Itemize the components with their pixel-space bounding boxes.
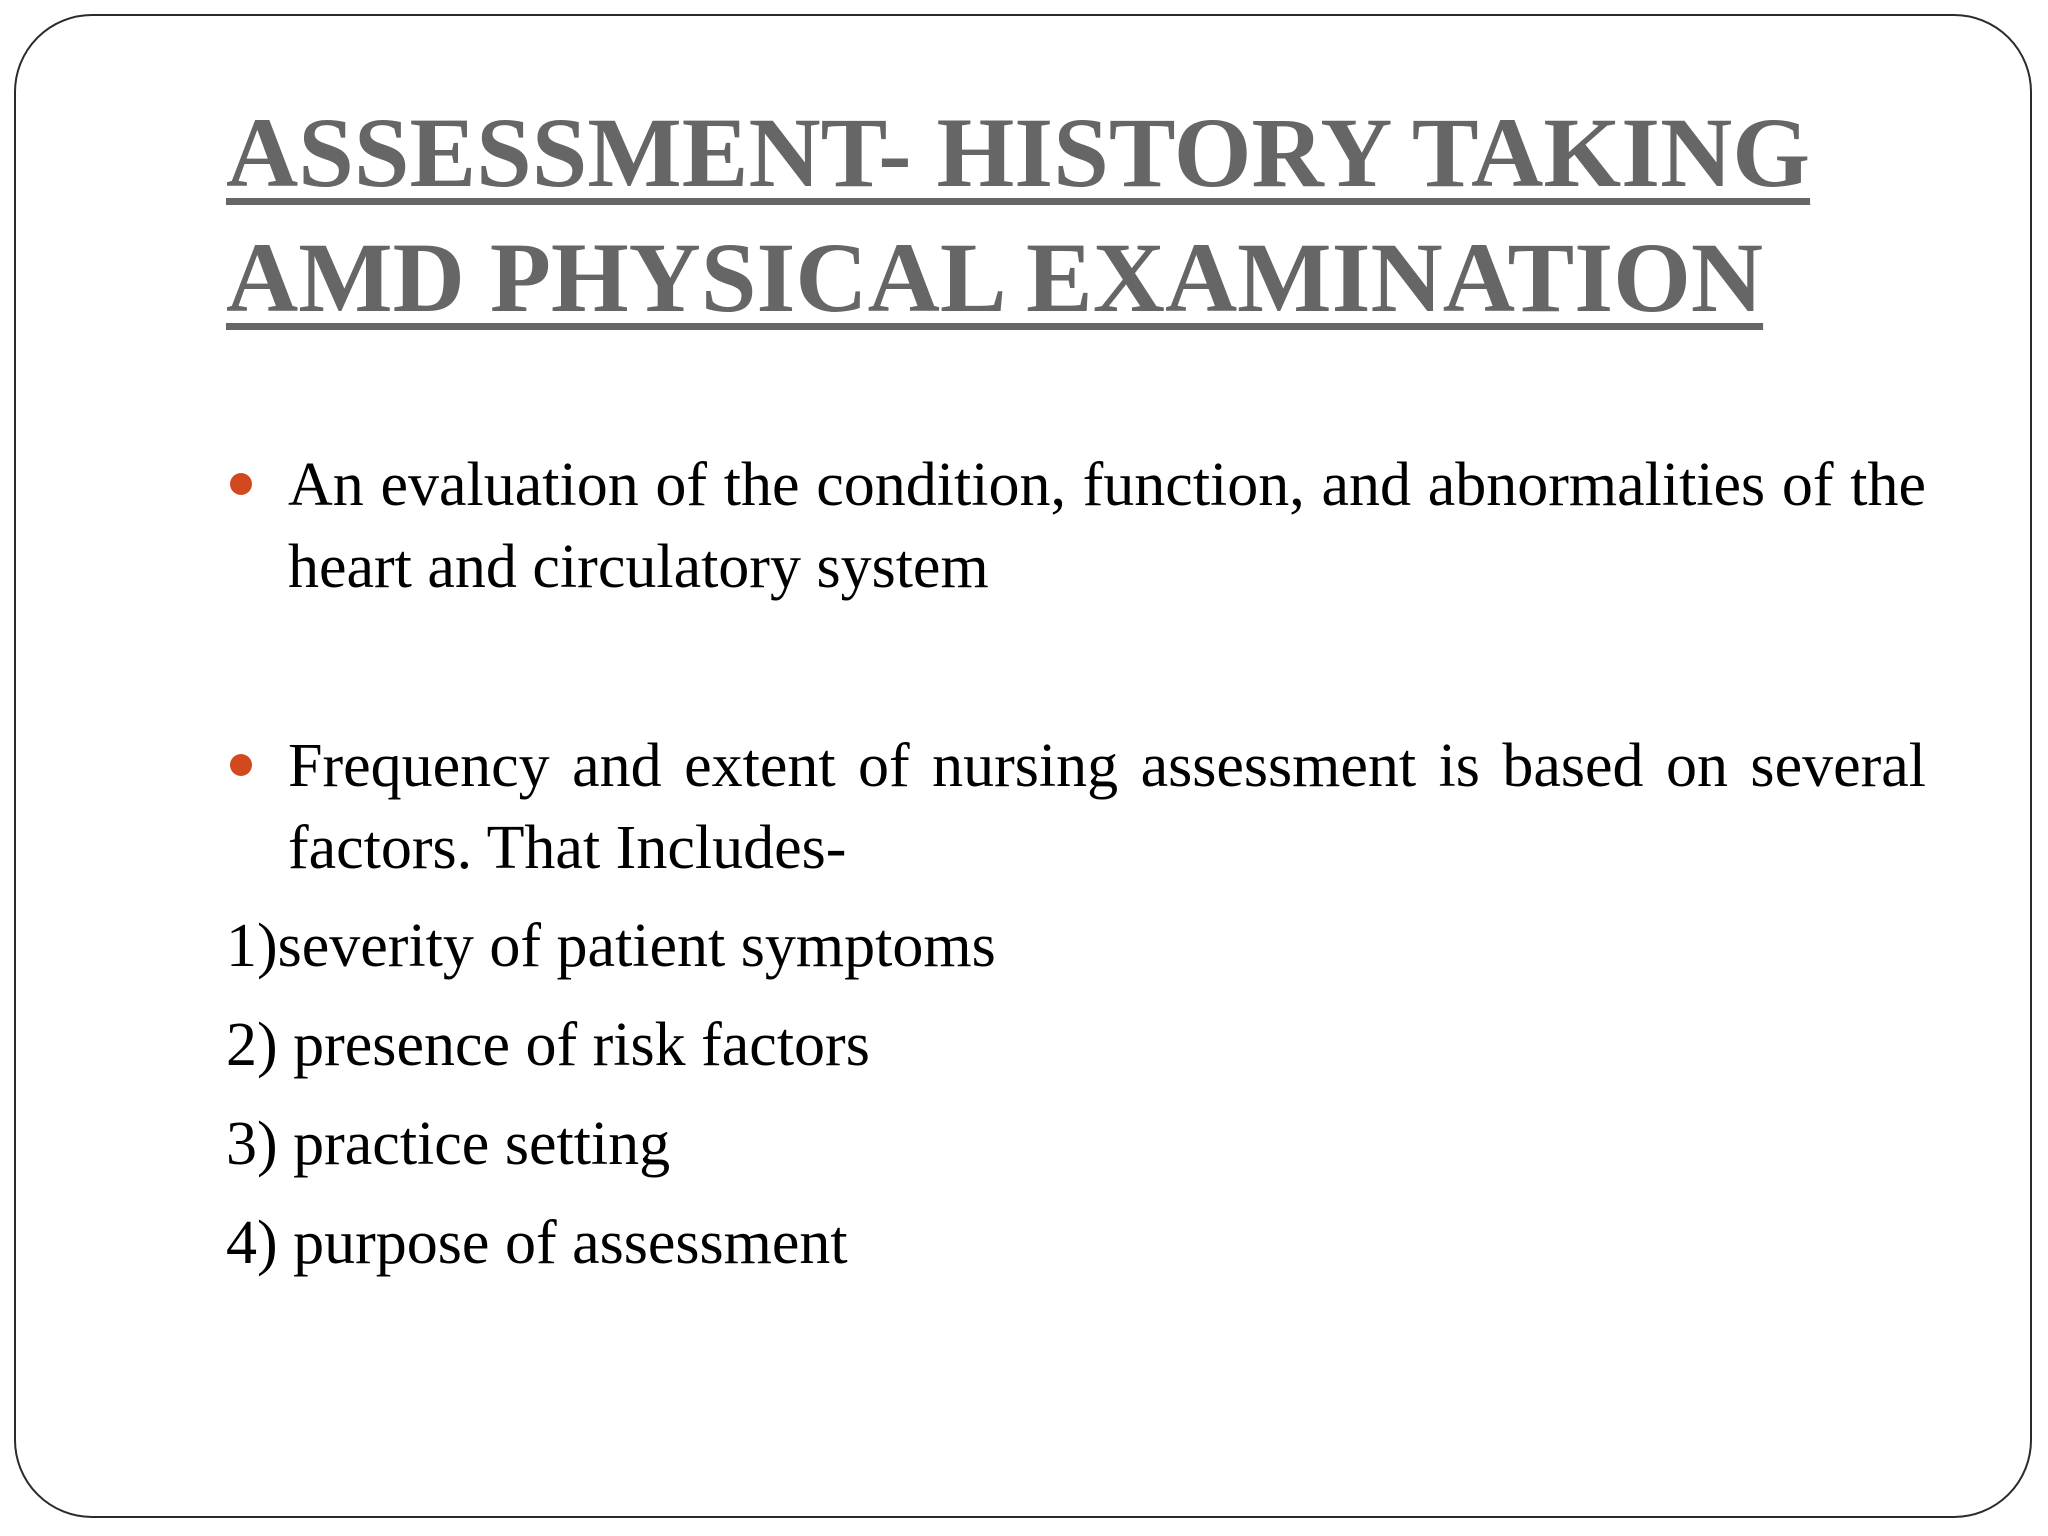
numbered-item-practice-setting: 3) practice setting (226, 1110, 671, 1178)
numbered-item-severity: 1)severity of patient symptoms (226, 912, 996, 980)
bullet-item-evaluation (288, 444, 1926, 608)
bullet-item-frequency (288, 725, 1926, 889)
bullet-dot-icon (230, 473, 252, 495)
title-line-2: AMD PHYSICAL EXAMINATION (226, 222, 1764, 333)
numbered-item-risk-factors: 2) presence of risk factors (226, 1011, 870, 1079)
slide-title (226, 90, 1926, 340)
bullet-text: Frequency and extent of nursing assessment is based on several factors. That Includes- (288, 732, 1926, 882)
bullet-text: An evaluation of the condition, function, and abnormalities of the heart and circulatory system (288, 451, 1926, 601)
numbered-item-purpose: 4) purpose of assessment (226, 1209, 848, 1277)
title-line-1: ASSESSMENT- HISTORY TAKING (226, 97, 1811, 208)
bullet-dot-icon (230, 754, 252, 776)
